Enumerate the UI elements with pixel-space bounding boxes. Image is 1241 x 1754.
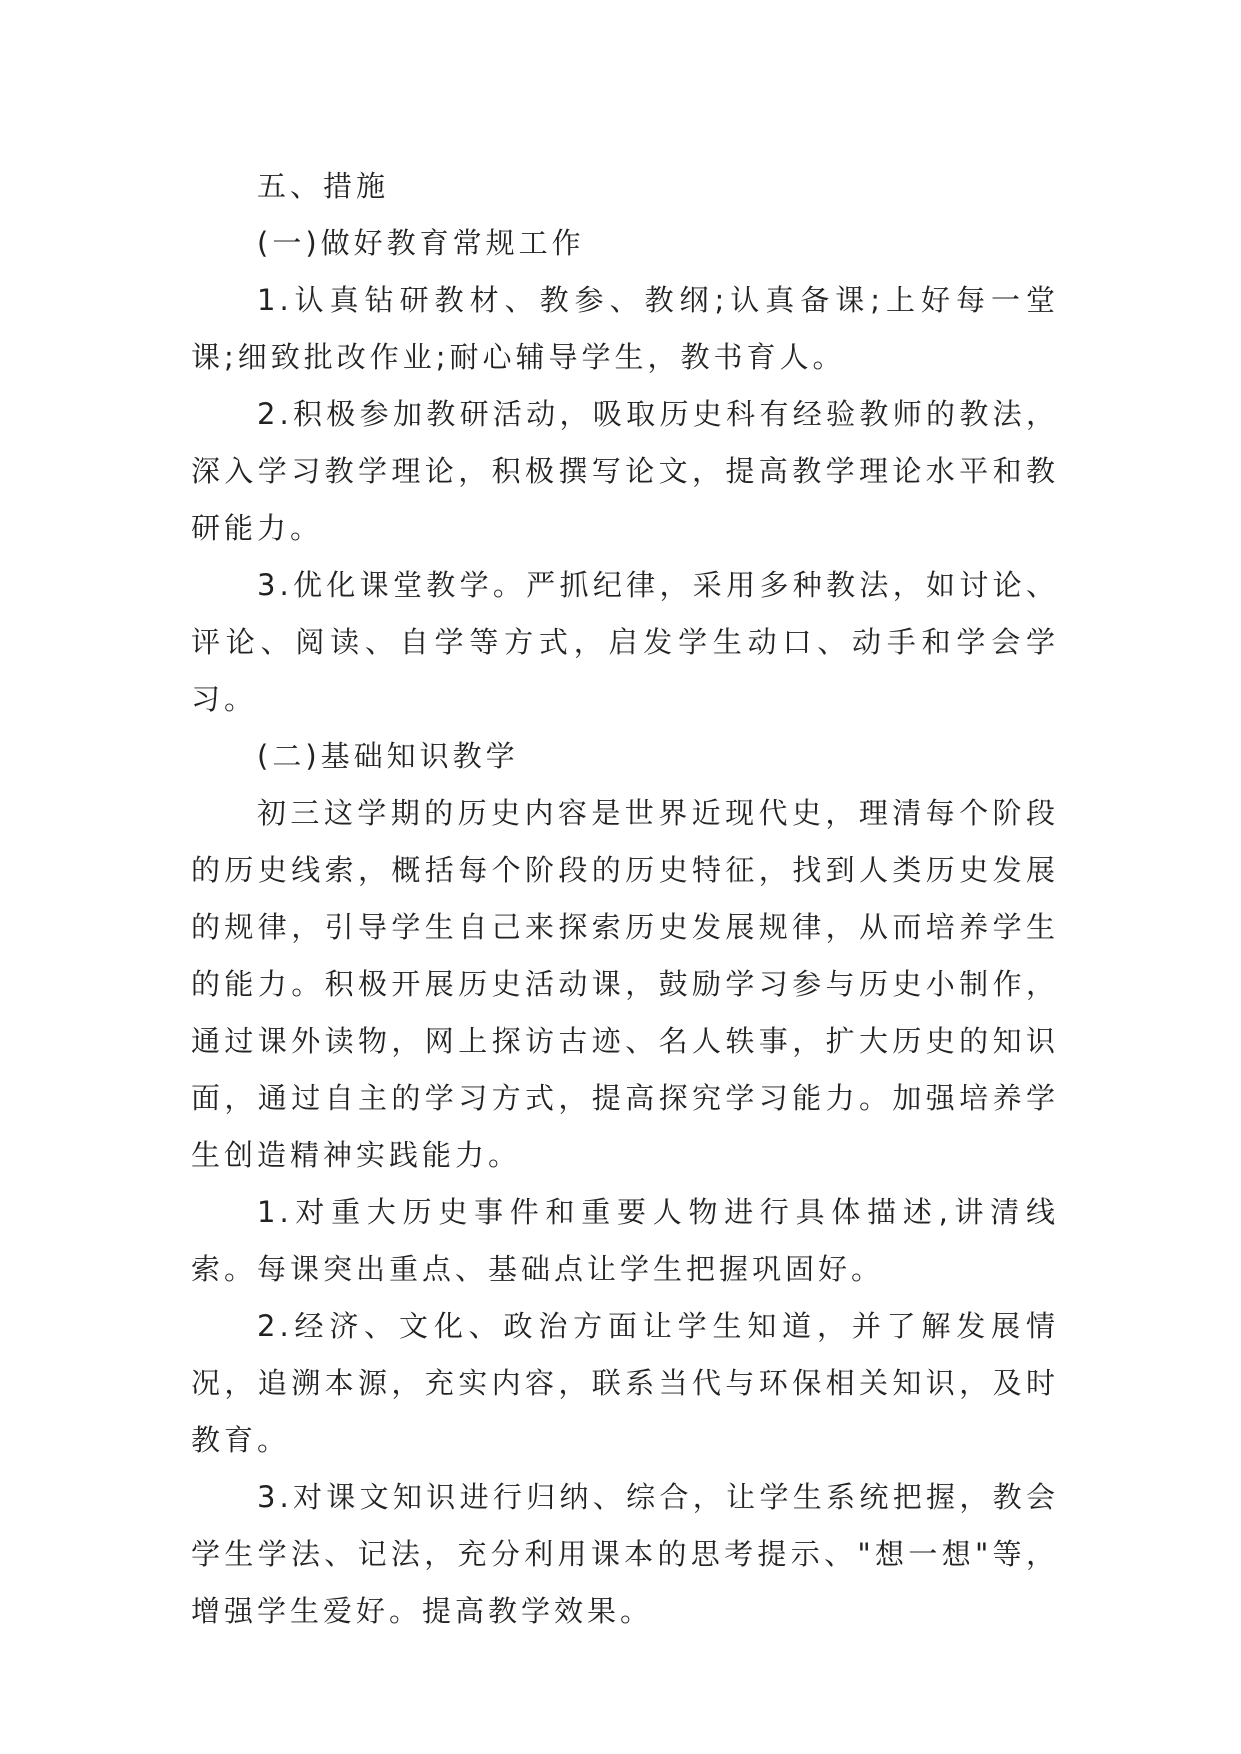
paragraph-routine-item-2: 2.积极参加教研活动，吸取历史科有经验教师的教法，深入学习教学理论，积极撰写论文，提高教学理论水平和教研能力。 bbox=[191, 397, 1059, 545]
document-body bbox=[191, 158, 1059, 1640]
paragraph-basic-knowledge-intro: 初三这学期的历史内容是世界近现代史，理清每个阶段的历史线索，概括每个阶段的历史特征，找到人类历史发展的规律，引导学生自己来探索历史发展规律，从而培养学生的能力。积极开展历史活动课，鼓励学习参与历史小制作，通过课外读物，网上探访古迹、名人轶事，扩大历史的知识面，通过自主的学习方式，提高探究学习能力。加强培养学生创造精神实践能力。 bbox=[191, 796, 1059, 1172]
subsection-heading-basic-knowledge: (二)基础知识教学 bbox=[257, 739, 519, 773]
paragraph-routine-item-1: 1.认真钻研教材、教参、教纲;认真备课;上好每一堂课;细致批改作业;耐心辅导学生，教书育人。 bbox=[191, 283, 1059, 374]
subsection-heading-routine-work: (一)做好教育常规工作 bbox=[257, 226, 585, 260]
paragraph-basic-knowledge-item-1: 1.对重大历史事件和重要人物进行具体描述,讲清线索。每课突出重点、基础点让学生把握巩固好。 bbox=[191, 1195, 1059, 1286]
section-heading-measures: 五、措施 bbox=[257, 169, 390, 203]
paragraph-routine-item-3: 3.优化课堂教学。严抓纪律，采用多种教法，如讨论、评论、阅读、自学等方式，启发学生动口、动手和学会学习。 bbox=[191, 568, 1059, 716]
paragraph-basic-knowledge-item-3: 3.对课文知识进行归纳、综合，让学生系统把握，教会学生学法、记法，充分利用课本的思考提示、"想一想"等，增强学生爱好。提高教学效果。 bbox=[191, 1480, 1059, 1628]
paragraph-basic-knowledge-item-2: 2.经济、文化、政治方面让学生知道，并了解发展情况，追溯本源，充实内容，联系当代与环保相关知识，及时教育。 bbox=[191, 1309, 1059, 1457]
